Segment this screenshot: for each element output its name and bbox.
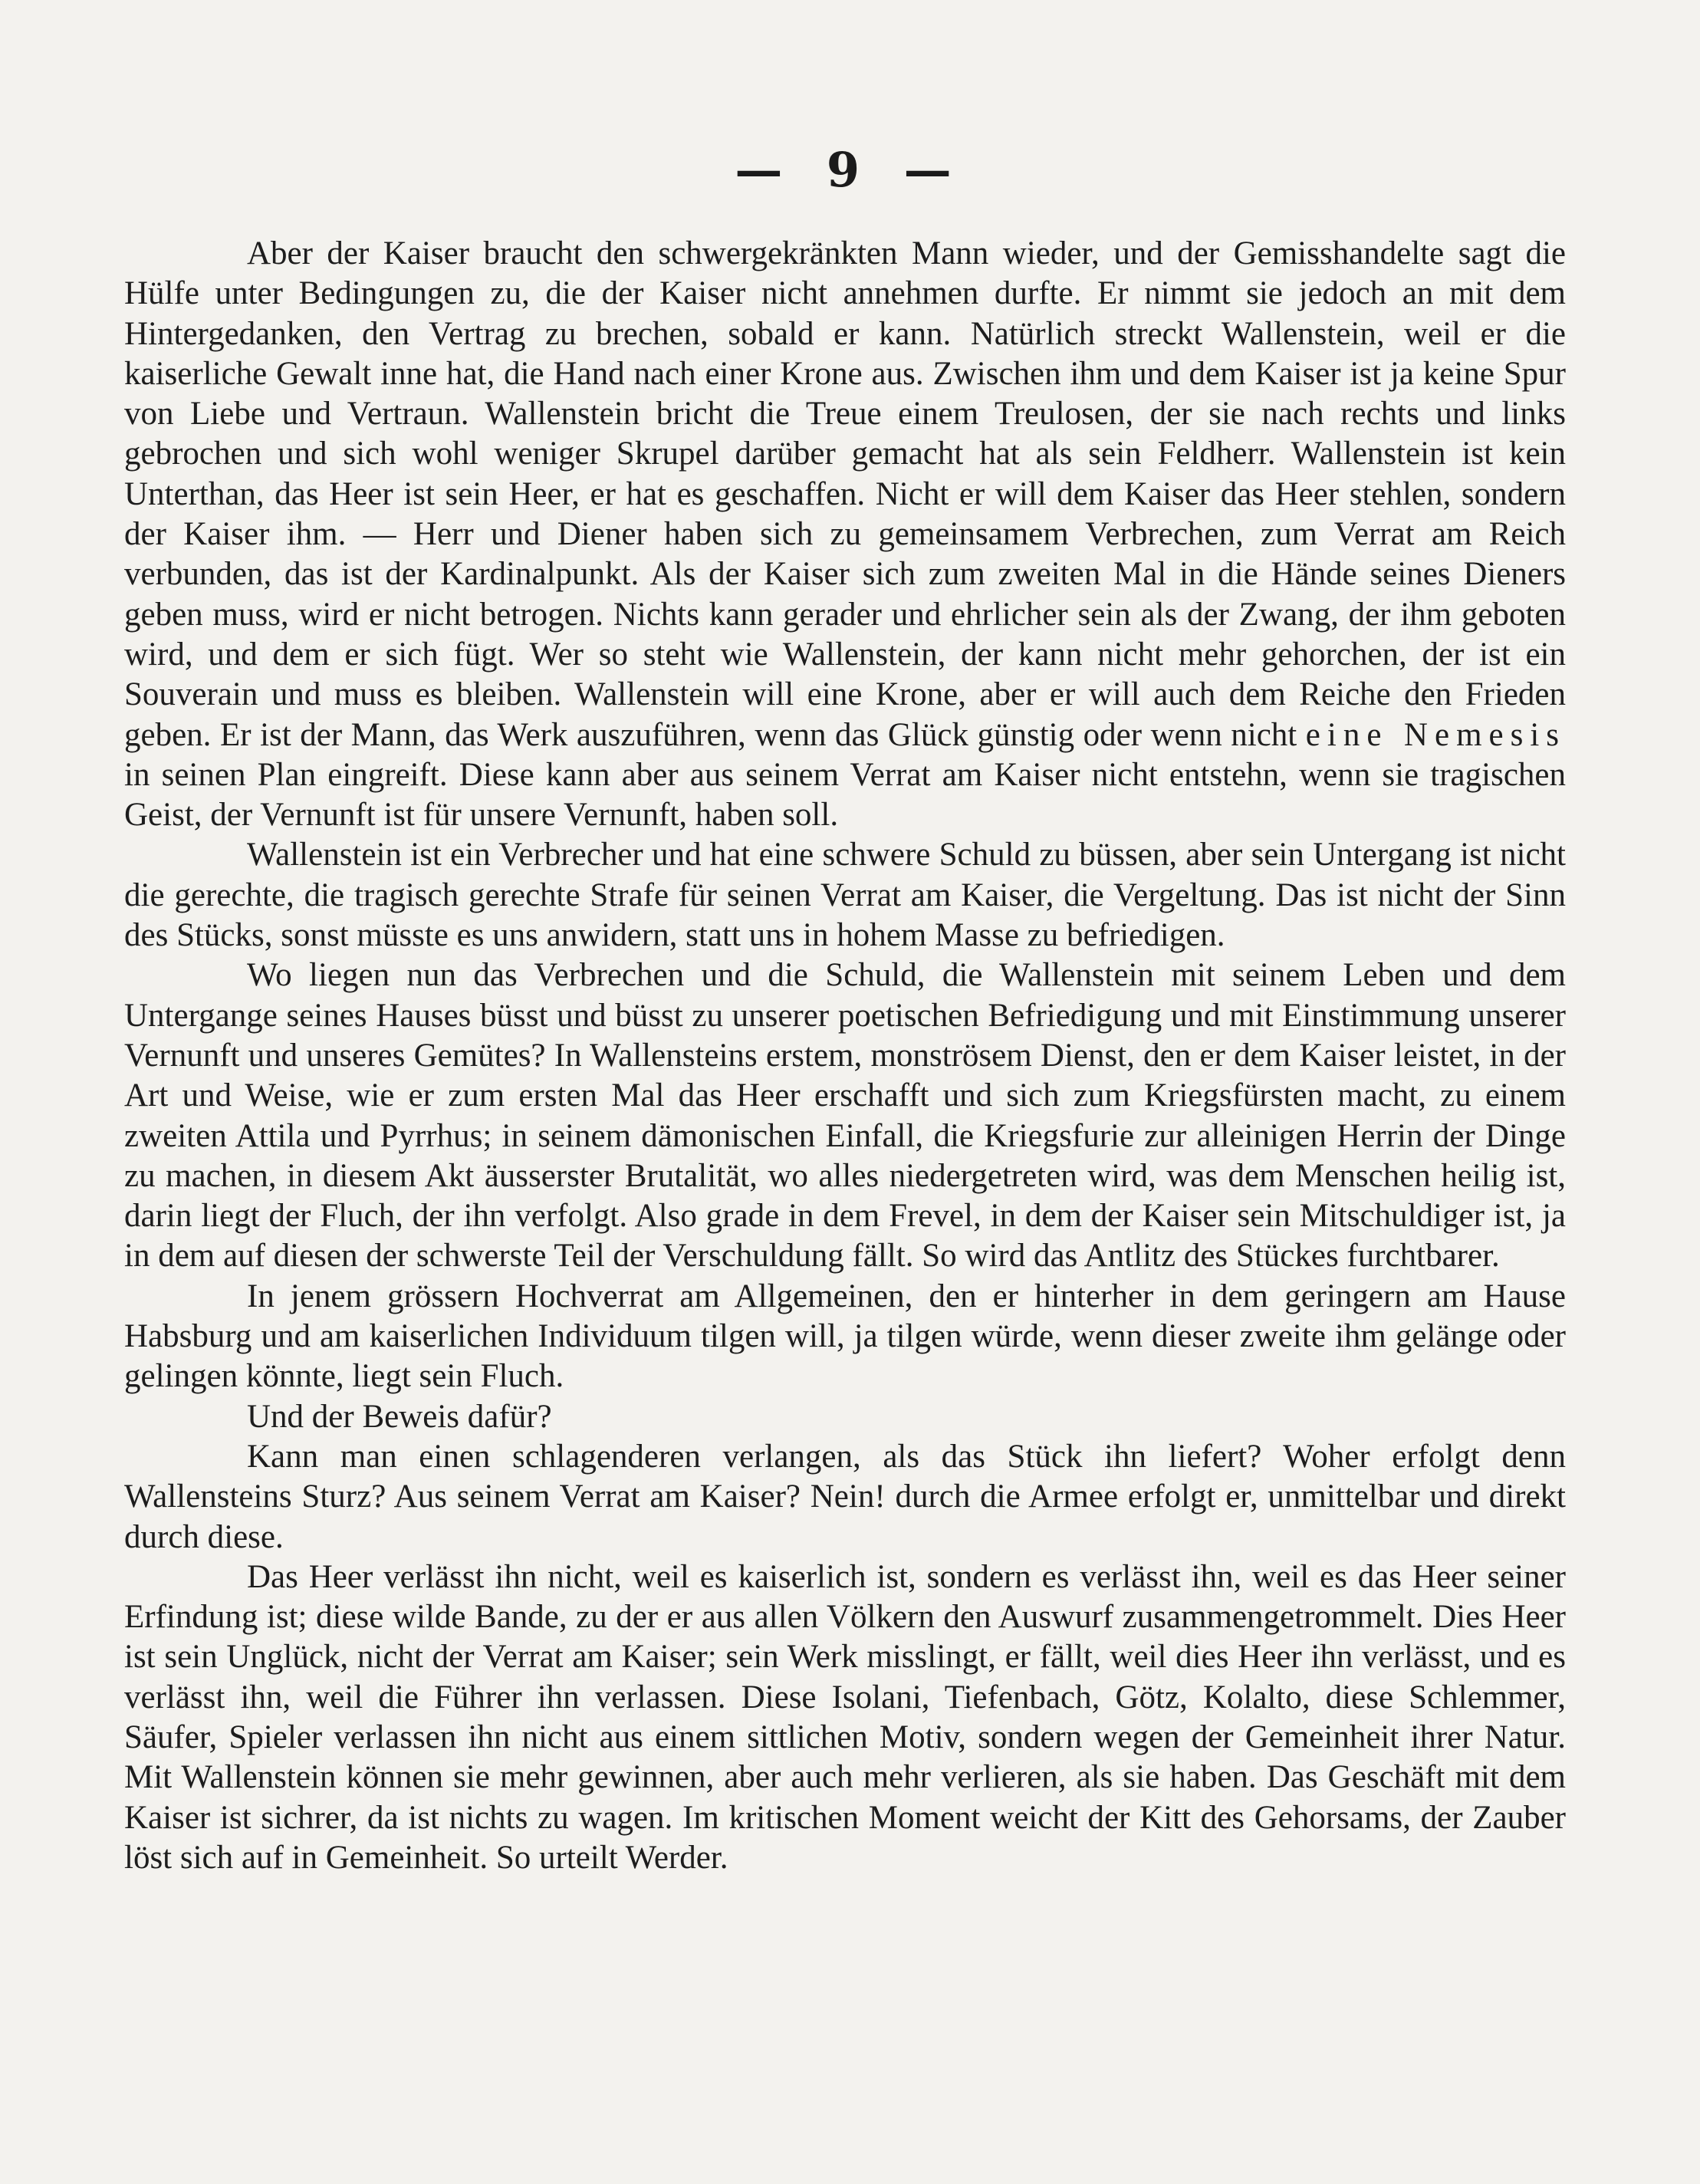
- paragraph-1: [124, 234, 1566, 835]
- paragraph-1-text-after: in seinen Plan eingreift. Diese kann aber aus seinem Verrat am Kaiser nicht entstehn, wenn sie tragischen Geist, der Vernunft ist für unsere Vernunft, haben soll.: [124, 756, 1566, 834]
- body-text: [124, 234, 1566, 1878]
- paragraph-2: Wallenstein ist ein Verbrecher und hat eine schwere Schuld zu büssen, aber sein Untergang ist nicht die gerechte, die tragisch gerechte Strafe für seinen Verrat am Kaiser, die Vergeltung. Das ist nicht der Sinn des Stücks, sonst müsste es uns anwidern, statt uns in hohem Masse zu befriedigen.: [124, 837, 1566, 954]
- paragraph-7: Das Heer verlässt ihn nicht, weil es kaiserlich ist, sondern es verlässt ihn, weil es das Heer seiner Erfindung ist; diese wilde Bande, zu der er aus allen Völkern den Auswurf zusammengetrommelt. Dies Heer ist sein Unglück, nicht der Verrat am Kaiser; sein Werk misslingt, er fällt, weil dies Heer ihn verlässt, und es verlässt ihn, weil die Führer ihn verlassen. Diese Isolani, Tiefenbach, Götz, Kolalto, diese Schlemmer, Säufer, Spieler verlassen ihn nicht aus einem sittlichen Motiv, sondern wegen der Gemeinheit ihrer Natur. Mit Wallenstein können sie mehr gewinnen, aber auch mehr verlieren, als sie haben. Das Geschäft mit dem Kaiser ist sichrer, da ist nichts zu wagen. Im kritischen Moment weicht der Kitt des Gehorsams, der Zauber löst sich auf in Gemeinheit. So urteilt Werder.: [124, 1558, 1566, 1876]
- paragraph-5: Und der Beweis dafür?: [247, 1398, 552, 1435]
- paragraph-1-text-before: Aber der Kaiser braucht den schwergekränkten Mann wieder, und der Gemisshandelte sagt die Hülfe unter Bedingungen zu, die der Kaiser nicht annehmen durfte. Er nimmt sie jedoch an mit dem Hintergedanken, den Vertrag zu brechen, sobald er kann. Natürlich streckt Wallenstein, weil er die kaiserliche Gewalt inne hat, die Hand nach einer Krone aus. Zwischen ihm und dem Kaiser ist ja keine Spur von Liebe und Vertraun. Wallenstein bricht die Treue einem Treulosen, der sie nach rechts und links gebrochen und sich wohl weniger Skrupel darüber gemacht hat als sein Feldherr. Wallenstein ist kein Unterthan, das Heer ist sein Heer, er hat es geschaffen. Nicht er will dem Kaiser das Heer stehlen, sondern der Kaiser ihm. — Herr und Diener haben sich zu gemeinsamem Verbrechen, zum Verrat am Reich verbunden, das ist der Kardinalpunkt. Als der Kaiser sich zum zweiten Mal in die Hände seines Dieners geben muss, wird er nicht betrogen. Nichts kann gerader und ehrlicher sein als der Zwang, der ihm geboten wird, und dem er sich fügt. Wer so steht wie Wallenstein, der kann nicht mehr gehorchen, der ist ein Souverain und muss es bleiben. Wallenstein will eine Krone, aber er will auch dem Reiche den Frieden geben. Er ist der Mann, das Werk auszuführen, wenn das Glück günstig oder wenn nicht: [124, 235, 1566, 753]
- spaced-emphasis: eine Nemesis: [1305, 716, 1567, 753]
- paragraph-6: Kann man einen schlagenderen verlangen, als das Stück ihn liefert? Woher erfolgt denn Wallensteins Sturz? Aus seinem Verrat am Kaiser? Nein! durch die Armee erfolgt er, unmittelbar und direkt durch diese.: [124, 1438, 1566, 1555]
- paragraph-3: Wo liegen nun das Verbrechen und die Schuld, die Wallenstein mit seinem Leben und dem Untergange seines Hauses büsst und büsst zu unserer poetischen Befriedigung und mit Einstimmung unserer Vernunft und unseres Gemütes? In Wallensteins erstem, monströsem Dienst, den er dem Kaiser leistet, in der Art und Weise, wie er zum ersten Mal das Heer erschafft und sich zum Kriegsfürsten macht, zu einem zweiten Attila und Pyrrhus; in seinem dämonischen Einfall, die Kriegsfurie zur alleinigen Herrin der Dinge zu machen, in diesem Akt äusserster Brutalität, wo alles niedergetreten wird, was dem Menschen heilig ist, darin liegt der Fluch, der ihn verfolgt. Also grade in dem Frevel, in dem der Kaiser sein Mitschuldiger ist, ja in dem auf diesen der schwerste Teil der Verschuldung fällt. So wird das Antlitz des Stückes furchtbarer.: [124, 957, 1566, 1275]
- page-number: — 9 —: [735, 142, 965, 198]
- paragraph-4: In jenem grössern Hochverrat am Allgemeinen, den er hinterher in dem geringern am Hause Habsburg und am kaiserlichen Individuum tilgen will, ja tilgen würde, wenn dieser zweite ihm gelänge oder gelingen könnte, liegt sein Fluch.: [124, 1278, 1566, 1395]
